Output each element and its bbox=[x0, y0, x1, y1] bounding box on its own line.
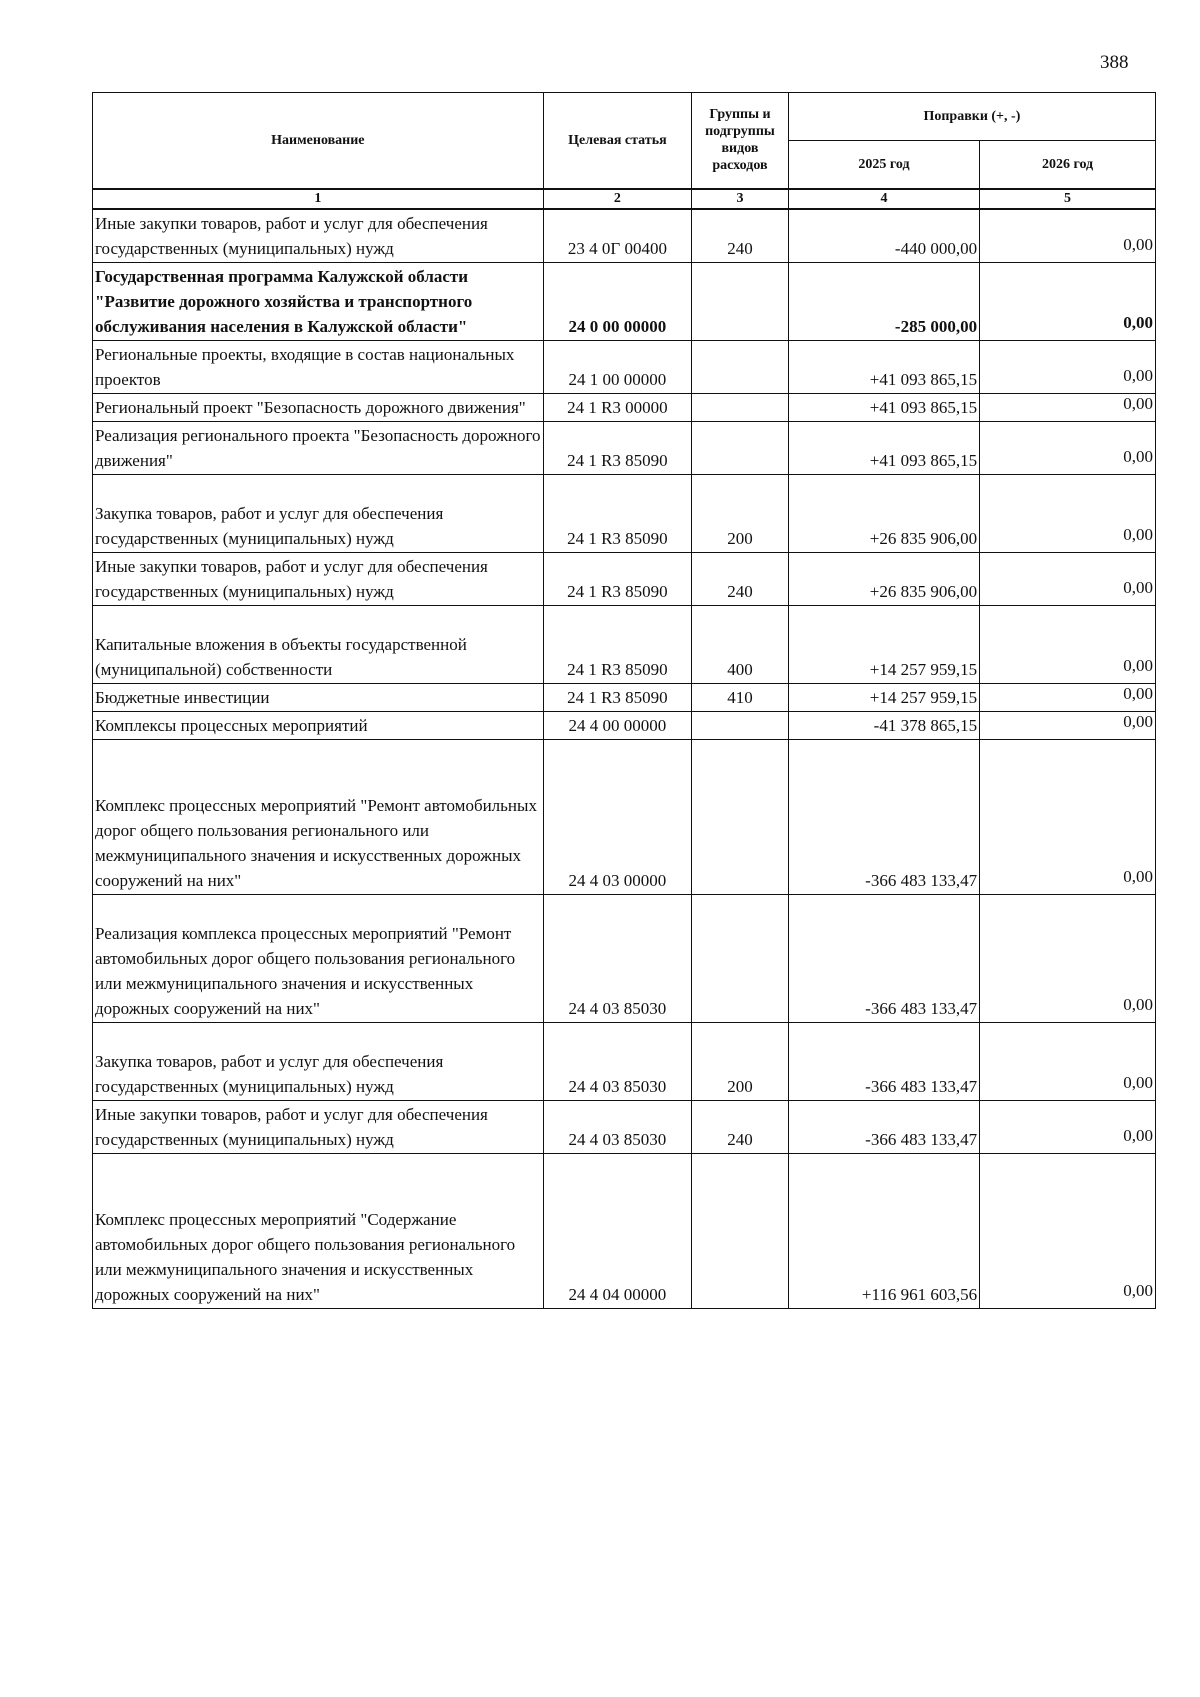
cell-amendment-2026-text: 0,00 bbox=[1123, 1072, 1153, 1092]
cell-amendment-2025-text: -366 483 133,47 bbox=[865, 870, 978, 890]
cell-name-text: Комплекс процессных мероприятий "Содержание автомобильных дорог общего пользования регионального или межмуниципального значения и искусственных дорожных сооружений на них" bbox=[95, 1209, 516, 1304]
cell-amendment-2026-text: 0,00 bbox=[1123, 1125, 1153, 1145]
cell-expense-group bbox=[692, 739, 789, 894]
cell-amendment-2025-text: +26 835 906,00 bbox=[869, 528, 978, 548]
cell-amendment-2026 bbox=[980, 1153, 1156, 1308]
col-num-3: 3 bbox=[692, 189, 789, 209]
cell-name bbox=[93, 393, 544, 421]
cell-amendment-2026 bbox=[980, 605, 1156, 683]
table-row bbox=[93, 262, 1156, 340]
cell-amendment-2026-text: 0,00 bbox=[1123, 577, 1153, 597]
cell-amendment-2025-text: +26 835 906,00 bbox=[869, 581, 978, 601]
cell-name-text: Иные закупки товаров, работ и услуг для обеспечения государственных (муниципальных) нужд bbox=[95, 1104, 488, 1149]
cell-amendment-2025 bbox=[788, 894, 979, 1022]
cell-amendment-2026-text: 0,00 bbox=[1123, 1280, 1153, 1300]
cell-amendment-2026 bbox=[980, 393, 1156, 421]
header-year-2026: 2026 год bbox=[980, 141, 1156, 189]
cell-amendment-2026 bbox=[980, 552, 1156, 605]
cell-expense-group bbox=[692, 711, 789, 739]
cell-target-article-text: 24 4 03 85030 bbox=[568, 1076, 667, 1096]
cell-target-article bbox=[543, 262, 691, 340]
cell-amendment-2025-text: +116 961 603,56 bbox=[861, 1284, 978, 1304]
cell-amendment-2026-text: 0,00 bbox=[1123, 711, 1153, 731]
cell-name bbox=[93, 711, 544, 739]
cell-amendment-2025 bbox=[788, 1153, 979, 1308]
cell-amendment-2026 bbox=[980, 683, 1156, 711]
cell-name-text: Бюджетные инвестиции bbox=[95, 687, 270, 707]
cell-name bbox=[93, 894, 544, 1022]
cell-target-article bbox=[543, 474, 691, 552]
col-num-5: 5 bbox=[980, 189, 1156, 209]
cell-target-article-text: 24 4 03 85030 bbox=[568, 1129, 667, 1149]
cell-target-article bbox=[543, 1100, 691, 1153]
cell-amendment-2026-text: 0,00 bbox=[1123, 365, 1153, 385]
cell-amendment-2025 bbox=[788, 552, 979, 605]
table-row bbox=[93, 605, 1156, 683]
cell-target-article bbox=[543, 1153, 691, 1308]
cell-name-text: Реализация регионального проекта "Безопасность дорожного движения" bbox=[95, 425, 541, 470]
table-row bbox=[93, 340, 1156, 393]
cell-name-text: Региональный проект "Безопасность дорожного движения" bbox=[95, 397, 526, 417]
col-num-1: 1 bbox=[93, 189, 544, 209]
cell-amendment-2025 bbox=[788, 209, 979, 263]
budget-amendments-table bbox=[92, 92, 1156, 1309]
cell-amendment-2026 bbox=[980, 894, 1156, 1022]
cell-amendment-2025 bbox=[788, 605, 979, 683]
table-row bbox=[93, 1153, 1156, 1308]
cell-amendment-2025-text: +41 093 865,15 bbox=[869, 450, 978, 470]
cell-name-text: Капитальные вложения в объекты государственной (муниципальной) собственности bbox=[95, 634, 467, 679]
cell-amendment-2025-text: +14 257 959,15 bbox=[869, 659, 978, 679]
cell-name bbox=[93, 262, 544, 340]
cell-expense-group bbox=[692, 1100, 789, 1153]
cell-name bbox=[93, 421, 544, 474]
cell-amendment-2026-text: 0,00 bbox=[1123, 524, 1153, 544]
cell-amendment-2026-text: 0,00 bbox=[1123, 312, 1153, 332]
cell-name bbox=[93, 1100, 544, 1153]
cell-target-article-text: 24 1 R3 85090 bbox=[567, 687, 668, 707]
cell-target-article-text: 24 1 R3 85090 bbox=[567, 528, 668, 548]
cell-target-article-text: 24 1 00 00000 bbox=[568, 369, 667, 389]
cell-name-text: Региональные проекты, входящие в состав национальных проектов bbox=[95, 344, 515, 389]
cell-target-article-text: 24 1 R3 85090 bbox=[567, 581, 668, 601]
cell-amendment-2026-text: 0,00 bbox=[1123, 446, 1153, 466]
cell-target-article bbox=[543, 1022, 691, 1100]
cell-amendment-2025 bbox=[788, 711, 979, 739]
cell-target-article-text: 24 1 R3 00000 bbox=[567, 397, 668, 417]
cell-target-article-text: 24 4 03 85030 bbox=[568, 998, 667, 1018]
cell-amendment-2026 bbox=[980, 711, 1156, 739]
cell-target-article bbox=[543, 683, 691, 711]
cell-name bbox=[93, 1153, 544, 1308]
cell-amendment-2026 bbox=[980, 340, 1156, 393]
cell-amendment-2026 bbox=[980, 421, 1156, 474]
cell-amendment-2026 bbox=[980, 739, 1156, 894]
cell-name-text: Иные закупки товаров, работ и услуг для обеспечения государственных (муниципальных) нужд bbox=[95, 213, 488, 258]
cell-amendment-2025 bbox=[788, 393, 979, 421]
cell-name-text: Закупка товаров, работ и услуг для обеспечения государственных (муниципальных) нужд bbox=[95, 1051, 444, 1096]
table-row bbox=[93, 1100, 1156, 1153]
cell-target-article bbox=[543, 605, 691, 683]
cell-expense-group-text: 410 bbox=[727, 687, 753, 707]
cell-expense-group bbox=[692, 393, 789, 421]
cell-amendment-2026-text: 0,00 bbox=[1123, 683, 1153, 703]
table-row bbox=[93, 739, 1156, 894]
col-num-4: 4 bbox=[788, 189, 979, 209]
cell-amendment-2025-text: +41 093 865,15 bbox=[869, 397, 978, 417]
cell-target-article-text: 24 4 03 00000 bbox=[568, 870, 667, 890]
cell-amendment-2025-text: -366 483 133,47 bbox=[865, 1129, 978, 1149]
cell-expense-group bbox=[692, 552, 789, 605]
cell-target-article-text: 24 0 00 00000 bbox=[568, 316, 667, 336]
table-row bbox=[93, 683, 1156, 711]
cell-amendment-2025-text: +14 257 959,15 bbox=[869, 687, 978, 707]
cell-target-article bbox=[543, 421, 691, 474]
cell-expense-group-text: 400 bbox=[727, 659, 753, 679]
cell-name bbox=[93, 739, 544, 894]
cell-expense-group bbox=[692, 605, 789, 683]
cell-amendment-2025 bbox=[788, 1100, 979, 1153]
cell-name-text: Комплекс процессных мероприятий "Ремонт автомобильных дорог общего пользования регионального или межмуниципального значения и искусственных дорожных сооружений на них" bbox=[95, 795, 537, 890]
header-target: Целевая статья bbox=[543, 93, 691, 189]
cell-target-article bbox=[543, 552, 691, 605]
cell-expense-group bbox=[692, 262, 789, 340]
cell-target-article-text: 24 1 R3 85090 bbox=[567, 450, 668, 470]
cell-expense-group bbox=[692, 209, 789, 263]
cell-amendment-2026-text: 0,00 bbox=[1123, 393, 1153, 413]
cell-target-article-text: 23 4 0Г 00400 bbox=[567, 238, 667, 258]
cell-amendment-2026-text: 0,00 bbox=[1123, 866, 1153, 886]
cell-name bbox=[93, 209, 544, 263]
cell-expense-group-text: 240 bbox=[727, 238, 753, 258]
cell-expense-group-text: 200 bbox=[727, 1076, 753, 1096]
cell-name bbox=[93, 1022, 544, 1100]
table-row bbox=[93, 711, 1156, 739]
cell-name bbox=[93, 683, 544, 711]
cell-amendment-2025 bbox=[788, 262, 979, 340]
cell-name-text: Комплексы процессных мероприятий bbox=[95, 715, 368, 735]
cell-expense-group bbox=[692, 683, 789, 711]
header-name: Наименование bbox=[93, 93, 544, 189]
table-row bbox=[93, 1022, 1156, 1100]
cell-expense-group bbox=[692, 421, 789, 474]
cell-expense-group bbox=[692, 1022, 789, 1100]
cell-amendment-2026-text: 0,00 bbox=[1123, 234, 1153, 254]
cell-amendment-2026-text: 0,00 bbox=[1123, 655, 1153, 675]
cell-amendment-2026 bbox=[980, 209, 1156, 263]
cell-amendment-2025-text: -366 483 133,47 bbox=[865, 998, 978, 1018]
cell-target-article-text: 24 4 00 00000 bbox=[568, 715, 667, 735]
table-body bbox=[93, 209, 1156, 1309]
cell-amendment-2025 bbox=[788, 421, 979, 474]
cell-name bbox=[93, 340, 544, 393]
table-row bbox=[93, 421, 1156, 474]
cell-expense-group-text: 240 bbox=[727, 1129, 753, 1149]
cell-amendment-2025-text: -440 000,00 bbox=[894, 238, 978, 258]
header-amendments: Поправки (+, -) bbox=[788, 93, 1155, 141]
cell-amendment-2026 bbox=[980, 1022, 1156, 1100]
cell-expense-group bbox=[692, 474, 789, 552]
cell-name bbox=[93, 605, 544, 683]
cell-amendment-2026 bbox=[980, 474, 1156, 552]
cell-target-article-text: 24 1 R3 85090 bbox=[567, 659, 668, 679]
header-groups: Группы и подгруппы видов расходов bbox=[692, 93, 789, 189]
cell-target-article bbox=[543, 393, 691, 421]
table-row bbox=[93, 393, 1156, 421]
cell-amendment-2025-text: +41 093 865,15 bbox=[869, 369, 978, 389]
cell-expense-group-text: 240 bbox=[727, 581, 753, 601]
cell-name bbox=[93, 474, 544, 552]
cell-amendment-2025 bbox=[788, 474, 979, 552]
cell-amendment-2025 bbox=[788, 683, 979, 711]
table-row bbox=[93, 552, 1156, 605]
cell-target-article-text: 24 4 04 00000 bbox=[568, 1284, 667, 1304]
cell-amendment-2026 bbox=[980, 262, 1156, 340]
cell-amendment-2025-text: -285 000,00 bbox=[894, 316, 978, 336]
table-row bbox=[93, 474, 1156, 552]
cell-name-text: Иные закупки товаров, работ и услуг для обеспечения государственных (муниципальных) нужд bbox=[95, 556, 488, 601]
cell-target-article bbox=[543, 739, 691, 894]
cell-expense-group bbox=[692, 340, 789, 393]
cell-expense-group bbox=[692, 1153, 789, 1308]
cell-amendment-2025 bbox=[788, 1022, 979, 1100]
cell-amendment-2026-text: 0,00 bbox=[1123, 994, 1153, 1014]
cell-amendment-2025 bbox=[788, 739, 979, 894]
cell-target-article bbox=[543, 209, 691, 263]
col-num-2: 2 bbox=[543, 189, 691, 209]
cell-name-text: Государственная программа Калужской области "Развитие дорожного хозяйства и транспортного обслуживания населения в Калужской области" bbox=[95, 266, 473, 336]
header-year-2025: 2025 год bbox=[788, 141, 979, 189]
table-row bbox=[93, 209, 1156, 263]
cell-name-text: Реализация комплекса процессных мероприятий "Ремонт автомобильных дорог общего пользования регионального или межмуниципального значения и искусственных дорожных сооружений на них" bbox=[95, 923, 516, 1018]
table-row bbox=[93, 894, 1156, 1022]
page-number: 388 bbox=[1100, 52, 1129, 73]
cell-amendment-2026 bbox=[980, 1100, 1156, 1153]
cell-expense-group-text: 200 bbox=[727, 528, 753, 548]
cell-amendment-2025-text: -366 483 133,47 bbox=[865, 1076, 978, 1096]
cell-target-article bbox=[543, 894, 691, 1022]
cell-name-text: Закупка товаров, работ и услуг для обеспечения государственных (муниципальных) нужд bbox=[95, 503, 444, 548]
cell-amendment-2025 bbox=[788, 340, 979, 393]
cell-target-article bbox=[543, 711, 691, 739]
cell-amendment-2025-text: -41 378 865,15 bbox=[873, 715, 978, 735]
cell-name bbox=[93, 552, 544, 605]
cell-expense-group bbox=[692, 894, 789, 1022]
cell-target-article bbox=[543, 340, 691, 393]
